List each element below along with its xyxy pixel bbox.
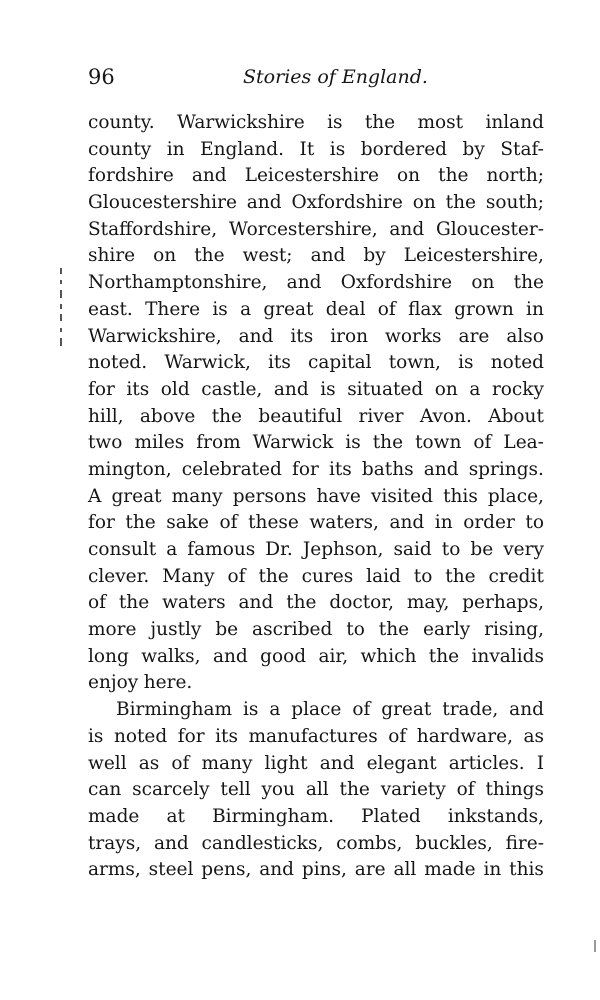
word: and <box>389 218 425 240</box>
word: above <box>139 405 196 427</box>
word: this <box>509 859 544 881</box>
word: of <box>219 512 238 534</box>
word: cures <box>301 565 354 587</box>
text-line <box>88 831 544 858</box>
word: the <box>211 405 242 427</box>
word: works <box>385 325 442 347</box>
word: It <box>299 138 315 160</box>
word: Worcestershire, <box>228 218 378 240</box>
word: About <box>488 405 544 427</box>
word: the <box>428 645 460 667</box>
word: of <box>473 432 492 454</box>
word: many <box>201 752 253 774</box>
word: a <box>469 378 481 400</box>
word: enjoy <box>88 672 139 694</box>
word: things <box>485 779 544 801</box>
word: the <box>339 779 370 801</box>
word: the <box>513 272 544 294</box>
word: to <box>346 619 365 641</box>
word: have <box>316 485 361 507</box>
body-text <box>88 110 544 884</box>
word: for <box>291 458 319 480</box>
word: the <box>378 619 410 641</box>
word: in <box>483 859 502 881</box>
word: grown <box>454 298 514 320</box>
word: town, <box>388 352 441 374</box>
text-line <box>88 777 544 804</box>
word: on <box>397 165 421 187</box>
word: Staf- <box>500 138 544 160</box>
word: buckles, <box>415 832 493 854</box>
word: flax <box>408 298 442 320</box>
text-line <box>88 644 544 671</box>
text-line <box>88 751 544 778</box>
word: persons <box>232 485 307 507</box>
word: and <box>212 645 248 667</box>
word: county <box>88 138 152 160</box>
word: is <box>242 699 259 721</box>
word: and <box>238 592 274 614</box>
word: all <box>305 779 329 801</box>
word: its <box>328 458 352 480</box>
word: justly <box>150 619 202 641</box>
word: and <box>310 245 346 267</box>
text-line <box>88 350 544 377</box>
word: light <box>264 752 308 774</box>
text-line <box>88 590 544 617</box>
word: consult <box>88 539 157 560</box>
word: noted. <box>88 352 148 374</box>
word: early <box>423 619 471 641</box>
word: a <box>269 699 281 721</box>
word: England. <box>200 138 284 160</box>
word: Warwickshire, <box>88 325 222 347</box>
text-line <box>88 857 544 884</box>
word: Jephson, <box>302 539 384 560</box>
word: of <box>388 725 407 747</box>
word: long <box>88 645 129 667</box>
word: A <box>88 485 102 507</box>
word: scarcely <box>132 779 210 801</box>
word: you <box>261 779 295 801</box>
word: north; <box>486 165 544 187</box>
word: here. <box>143 672 193 694</box>
word: on <box>434 378 458 400</box>
text-line <box>88 617 544 644</box>
word: Lea- <box>503 432 544 454</box>
word: great <box>381 699 432 721</box>
text-line <box>88 297 544 324</box>
word: noted <box>490 352 544 374</box>
word: on <box>153 245 177 267</box>
word: Plated <box>361 805 421 827</box>
text-line <box>88 537 544 564</box>
word: all <box>393 859 417 881</box>
word: miles <box>134 432 185 454</box>
text-line <box>88 324 544 351</box>
word: most <box>417 112 464 133</box>
word: is <box>327 112 343 133</box>
word: and <box>238 325 274 347</box>
word: a <box>166 539 178 560</box>
word: in <box>434 512 453 534</box>
word: elegant <box>366 752 437 774</box>
word: its <box>268 352 291 374</box>
word: bordered <box>360 138 447 160</box>
word: steel <box>148 859 194 881</box>
text-line <box>88 404 544 431</box>
text-line <box>88 270 544 297</box>
word: fordshire <box>88 165 174 187</box>
word: as <box>138 752 160 774</box>
word: trays, <box>88 832 142 854</box>
word: river <box>358 405 404 427</box>
word: air, <box>318 645 349 667</box>
word: credit <box>488 565 544 587</box>
word: ascribed <box>252 619 333 641</box>
word: combs, <box>336 832 403 854</box>
word: as <box>523 725 544 747</box>
word: Northamptonshire, <box>88 272 268 294</box>
word: doctor, <box>329 592 394 614</box>
word: Avon. <box>419 405 472 427</box>
text-line <box>88 243 544 270</box>
text-line <box>88 564 544 591</box>
word: noted <box>113 725 168 747</box>
word: the <box>194 245 225 267</box>
word: famous <box>187 539 256 560</box>
word: Many <box>162 565 215 587</box>
word: pins, <box>301 859 347 881</box>
word: and <box>319 752 355 774</box>
word: a <box>240 298 252 320</box>
word: east. <box>88 298 133 320</box>
word: the <box>118 592 150 614</box>
word: in <box>526 298 544 320</box>
word: hardware, <box>416 725 513 747</box>
word: capital <box>308 352 372 374</box>
word: at <box>166 805 185 827</box>
word: candlesticks, <box>201 832 324 854</box>
word: many <box>171 485 223 507</box>
word: waters, <box>309 512 379 534</box>
word: to <box>525 512 544 534</box>
text-line <box>88 724 544 751</box>
word: more <box>88 619 137 641</box>
text-line <box>88 110 544 137</box>
word: inkstands, <box>447 805 544 827</box>
word: Dr. <box>265 539 293 560</box>
word: trade, <box>442 699 499 721</box>
word: Birmingham <box>116 699 233 721</box>
word: Oxfordshire <box>291 192 403 214</box>
word: and <box>153 832 189 854</box>
word: town <box>415 432 462 454</box>
word: arms, <box>88 859 141 881</box>
word: and <box>286 272 322 294</box>
text-line <box>88 484 544 511</box>
word: may, <box>406 592 450 614</box>
word: of <box>171 752 190 774</box>
word: and <box>246 192 282 214</box>
word: iron <box>330 325 369 347</box>
word: on <box>412 192 436 214</box>
word: Oxfordshire <box>340 272 453 294</box>
word: celebrated <box>181 458 282 480</box>
text-line <box>88 804 544 831</box>
text-line <box>88 670 544 697</box>
text-line <box>88 697 544 724</box>
word: by <box>462 138 485 160</box>
word: the <box>258 565 289 587</box>
word: I <box>536 752 544 774</box>
word: hill, <box>88 405 124 427</box>
page-edge-mark <box>594 940 596 952</box>
word: order <box>463 512 515 534</box>
word: place <box>291 699 342 721</box>
word: articles. <box>448 752 525 774</box>
word: and <box>509 699 544 721</box>
text-line <box>88 430 544 457</box>
word: its <box>290 325 314 347</box>
word: the <box>438 165 469 187</box>
running-title: Stories of England. <box>243 66 428 88</box>
word: old <box>160 378 190 400</box>
word: Leicestershire <box>244 165 379 187</box>
word: walks, <box>141 645 201 667</box>
word: is <box>212 298 228 320</box>
page-header <box>88 62 543 92</box>
word: Warwick <box>252 432 334 454</box>
word: is <box>88 725 104 747</box>
word: good <box>260 645 307 667</box>
word: also <box>506 325 544 347</box>
word: are <box>458 325 490 347</box>
word: this <box>443 485 478 507</box>
word: which <box>360 645 417 667</box>
word: great <box>111 485 162 507</box>
word: Staffordshire, <box>88 218 218 240</box>
margin-marks <box>58 268 66 348</box>
word: Warwickshire <box>176 112 305 133</box>
word: pens, <box>201 859 252 881</box>
text-line <box>88 510 544 537</box>
word: is <box>345 432 361 454</box>
word: is <box>320 378 336 400</box>
word: castle, <box>201 378 263 400</box>
word: of <box>456 779 475 801</box>
word: its <box>215 725 238 747</box>
word: on <box>471 272 495 294</box>
word: waters <box>162 592 226 614</box>
word: springs. <box>468 458 544 480</box>
text-line <box>88 377 544 404</box>
word: made <box>424 859 476 881</box>
word: There <box>145 298 201 320</box>
word: baths <box>361 458 414 480</box>
text-line <box>88 217 544 244</box>
word: are <box>354 859 386 881</box>
page-number: 96 <box>88 65 115 89</box>
word: its <box>126 378 150 400</box>
word: deal <box>325 298 366 320</box>
word: for <box>177 725 205 747</box>
word: invalids <box>471 645 544 667</box>
word: made <box>88 805 140 827</box>
word: laid <box>366 565 401 587</box>
word: perhaps, <box>462 592 544 614</box>
word: can <box>88 779 122 801</box>
word: be <box>215 619 239 641</box>
word: two <box>88 432 123 454</box>
word: these <box>248 512 299 534</box>
word: tell <box>220 779 251 801</box>
word: to <box>441 539 461 560</box>
word: great <box>263 298 314 320</box>
word: Birmingham. <box>212 805 335 827</box>
word: shire <box>88 245 136 267</box>
word: and <box>191 165 227 187</box>
word: clever. <box>88 565 150 587</box>
text-line <box>88 457 544 484</box>
word: fire- <box>505 832 544 854</box>
word: the <box>445 192 476 214</box>
word: west; <box>242 245 293 267</box>
text-line <box>88 190 544 217</box>
word: of <box>352 699 371 721</box>
word: the <box>445 565 476 587</box>
word: and <box>273 378 309 400</box>
word: said <box>393 539 432 560</box>
word: very <box>503 539 544 560</box>
word: Gloucester- <box>435 218 544 240</box>
word: in <box>166 138 185 160</box>
word: county. <box>88 112 155 133</box>
word: place, <box>487 485 544 507</box>
word: of <box>377 298 396 320</box>
word: mington, <box>88 458 172 480</box>
word: manufactures <box>248 725 378 747</box>
word: of <box>227 565 246 587</box>
word: by <box>363 245 386 267</box>
word: and <box>423 458 459 480</box>
word: is <box>329 138 346 160</box>
word: the <box>125 512 156 534</box>
word: from <box>196 432 241 454</box>
word: of <box>88 592 106 614</box>
word: the <box>286 592 317 614</box>
word: rocky <box>491 378 544 400</box>
word: and <box>259 859 295 881</box>
word: variety <box>380 779 446 801</box>
word: inland <box>485 112 544 133</box>
word: be <box>470 539 494 560</box>
word: is <box>458 352 474 374</box>
word: the <box>364 112 396 133</box>
word: well <box>88 752 127 774</box>
word: and <box>389 512 425 534</box>
word: sake <box>166 512 209 534</box>
word: for <box>88 512 115 534</box>
word: visited <box>370 485 433 507</box>
word: south; <box>485 192 544 214</box>
word: rising, <box>484 619 544 641</box>
word: to <box>413 565 433 587</box>
word: Leicestershire, <box>403 245 544 267</box>
word: for <box>88 378 115 400</box>
word: Gloucestershire <box>88 192 237 214</box>
word: beautiful <box>258 405 343 427</box>
word: Warwick, <box>164 352 251 374</box>
text-line <box>88 137 544 164</box>
word: situated <box>347 378 424 400</box>
word: the <box>372 432 404 454</box>
text-line <box>88 163 544 190</box>
